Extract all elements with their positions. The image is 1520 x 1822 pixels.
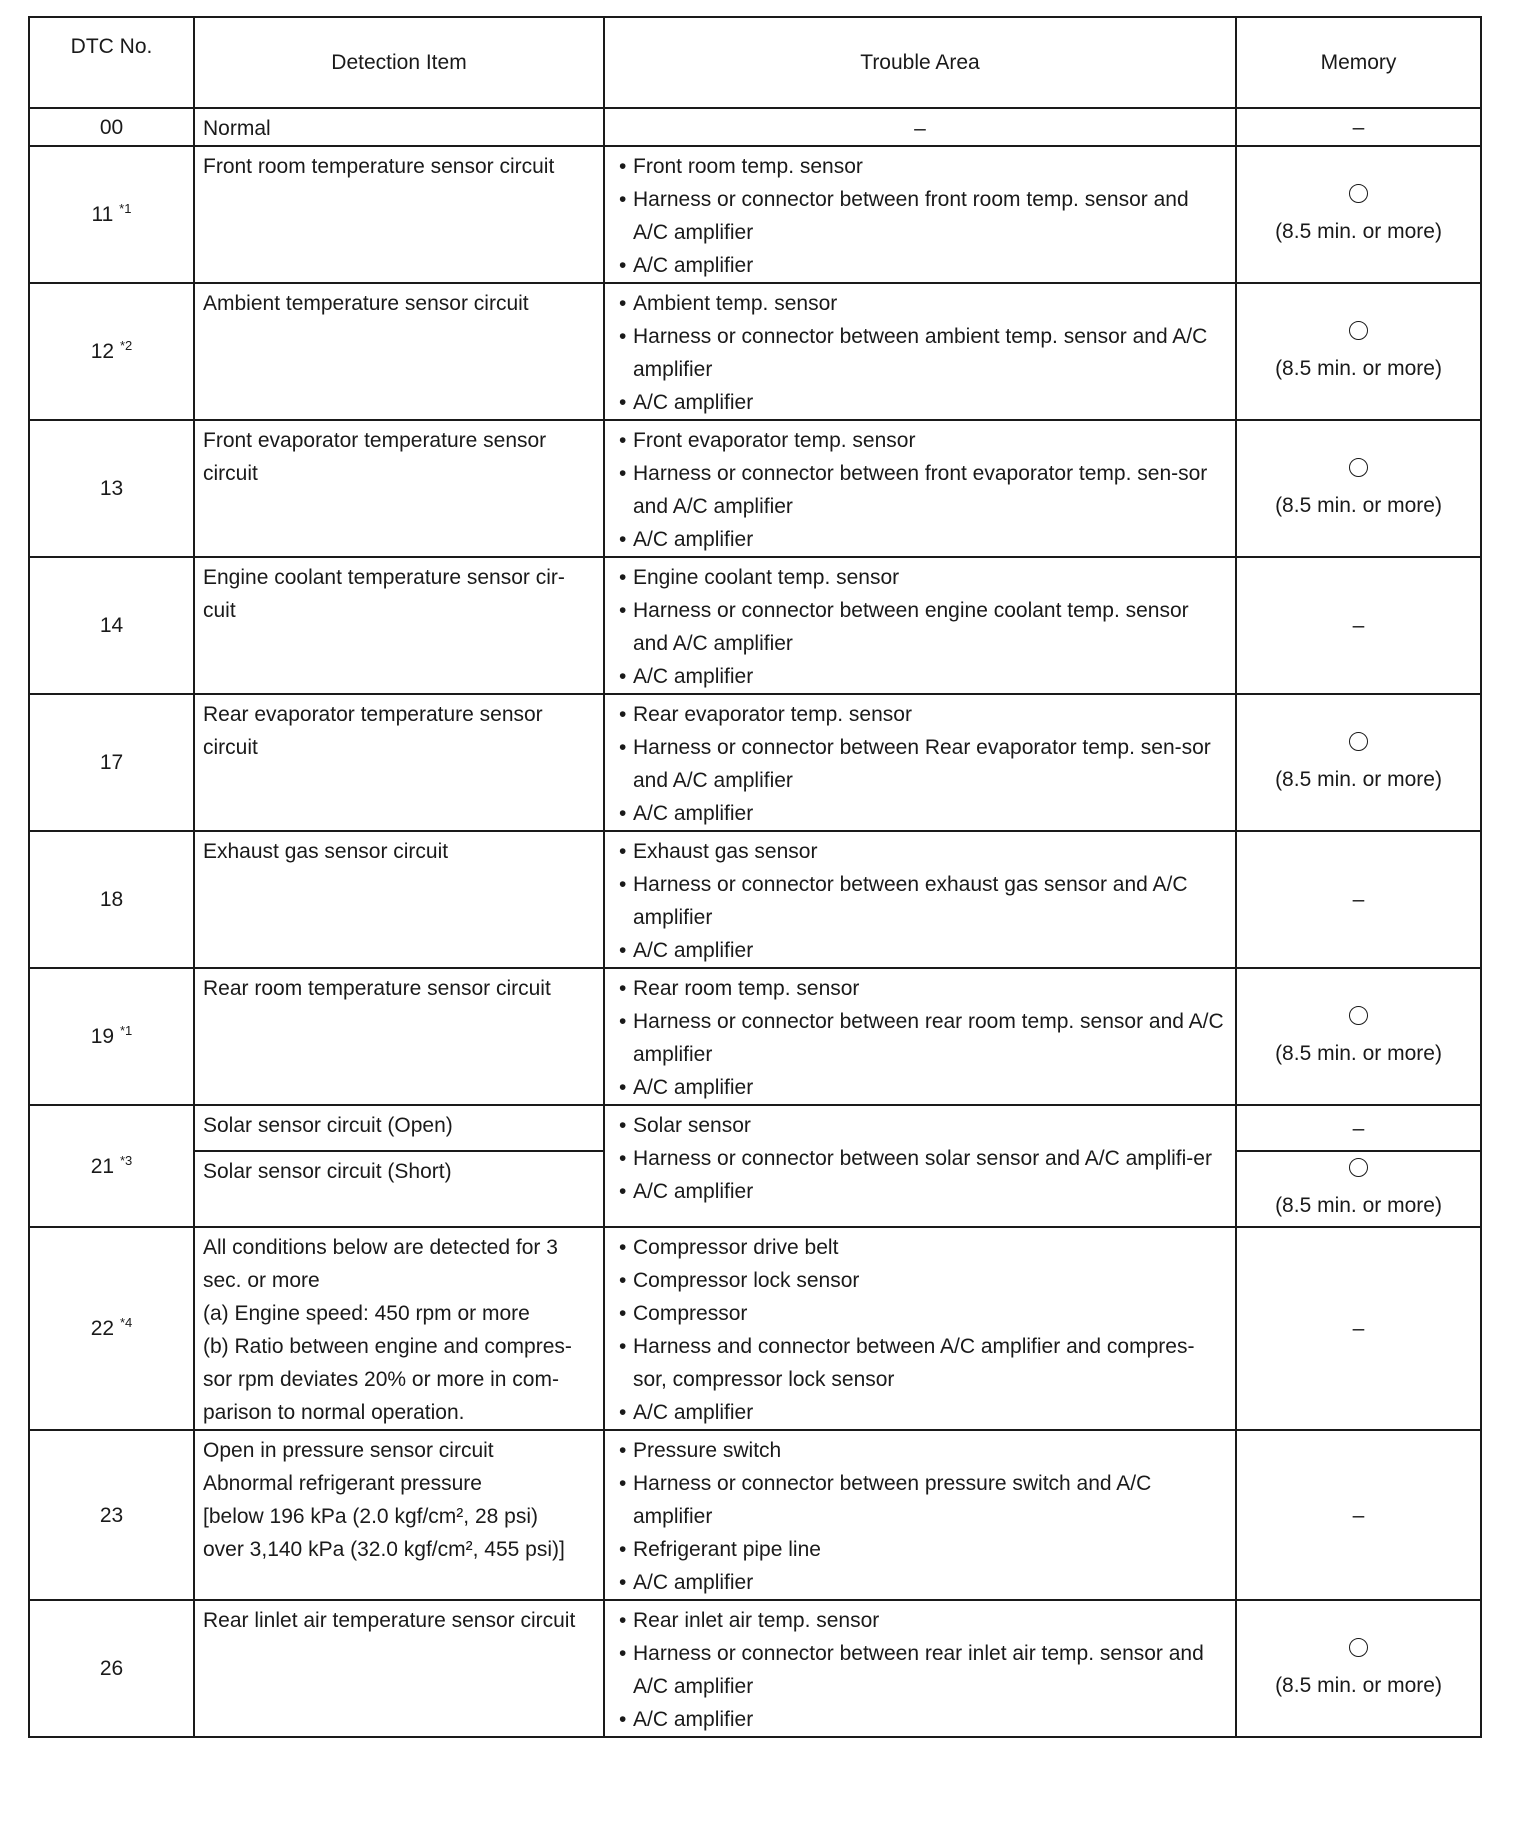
- dtc-number-cell: [29, 283, 194, 420]
- trouble-area-item: • Harness or connector between Rear evaporator temp. sen-sor and A/C amplifier: [613, 731, 1227, 797]
- dtc-footnote-mark: *3: [119, 1152, 133, 1168]
- trouble-area-cell: [604, 1105, 1236, 1227]
- trouble-area-item: • Harness or connector between solar sensor and A/C amplifi-er: [613, 1142, 1227, 1175]
- detection-item-cell: [194, 1600, 604, 1737]
- detection-item-line: Solar sensor circuit (Open): [203, 1114, 453, 1137]
- memory-circle-icon: [1349, 732, 1368, 751]
- dtc-footnote-mark: *1: [119, 1023, 133, 1038]
- memory-note: (8.5 min. or more): [1275, 1041, 1442, 1065]
- header-memory: Memory: [1236, 17, 1481, 108]
- detection-item-line: over 3,140 kPa (32.0 kgf/cm², 455 psi)]: [203, 1538, 565, 1561]
- trouble-area-cell: [604, 283, 1236, 420]
- trouble-area-item: • Compressor lock sensor: [613, 1264, 1227, 1297]
- table-row: [29, 1600, 1481, 1737]
- table-row: [29, 146, 1481, 283]
- memory-cell: [1236, 968, 1481, 1105]
- table-row: [29, 420, 1481, 557]
- dtc-number-cell: [29, 146, 194, 283]
- dtc-footnote-mark: *4: [119, 1315, 133, 1330]
- trouble-area-item: • A/C amplifier: [613, 249, 1227, 282]
- trouble-area-item: • Harness or connector between rear room temp. sensor and A/C amplifier: [613, 1005, 1227, 1071]
- memory-cell: [1236, 420, 1481, 557]
- detection-item-line: Rear linlet air temperature sensor circuit: [203, 1609, 576, 1632]
- dtc-number: 22: [90, 1317, 115, 1340]
- trouble-area-item: • A/C amplifier: [613, 797, 1227, 830]
- trouble-area-cell: [604, 1430, 1236, 1600]
- dtc-number-cell: [29, 108, 194, 146]
- memory-dash: –: [1352, 888, 1365, 911]
- trouble-area-item: • Exhaust gas sensor: [613, 835, 1227, 868]
- memory-block: [1275, 730, 1442, 796]
- detection-item-line: (b) Ratio between engine and compres-sor rpm deviates 20% or more in com-parison to normal operation.: [203, 1335, 572, 1424]
- memory-block: [1275, 319, 1442, 385]
- memory-block: [1275, 1636, 1442, 1702]
- memory-cell: [1236, 146, 1481, 283]
- trouble-area-item: • Harness or connector between front evaporator temp. sen-sor and A/C amplifier: [613, 457, 1227, 523]
- detection-item-cell: [194, 108, 604, 146]
- memory-dash: –: [1352, 1116, 1365, 1140]
- memory-circle-icon: [1349, 1158, 1368, 1177]
- trouble-area-item: • Harness or connector between engine coolant temp. sensor and A/C amplifier: [613, 594, 1227, 660]
- trouble-area-cell: [604, 831, 1236, 968]
- trouble-area-item: • Rear evaporator temp. sensor: [613, 698, 1227, 731]
- memory-cell: [1236, 108, 1481, 146]
- memory-cell: [1236, 694, 1481, 831]
- table-row: [29, 968, 1481, 1105]
- trouble-area-item: • A/C amplifier: [613, 1566, 1227, 1599]
- dtc-number: 23: [99, 1503, 124, 1527]
- trouble-area-item: • A/C amplifier: [613, 1175, 1227, 1208]
- memory-cell: [1236, 557, 1481, 694]
- memory-cell: [1236, 1227, 1481, 1430]
- trouble-area-item: • Front room temp. sensor: [613, 150, 1227, 183]
- table-body: [29, 108, 1481, 1737]
- dtc-number: 00: [99, 115, 124, 139]
- detection-item-cell: [194, 694, 604, 831]
- memory-circle-icon: [1349, 1006, 1368, 1025]
- memory-circle-icon: [1349, 458, 1368, 477]
- dtc-number-cell: [29, 694, 194, 831]
- memory-cell: [1236, 1430, 1481, 1600]
- trouble-area-item: • Harness or connector between front room temp. sensor and A/C amplifier: [613, 183, 1227, 249]
- memory-cell: [1236, 1105, 1481, 1151]
- memory-note: (8.5 min. or more): [1275, 1194, 1442, 1217]
- memory-dash: –: [1352, 1317, 1365, 1340]
- memory-cell: [1236, 283, 1481, 420]
- detection-item-cell: [194, 283, 604, 420]
- trouble-area-item: • A/C amplifier: [613, 934, 1227, 967]
- table-row: [29, 1430, 1481, 1600]
- dtc-number-cell: [29, 831, 194, 968]
- detection-item-line: Abnormal refrigerant pressure: [203, 1472, 482, 1495]
- trouble-area-cell: [604, 108, 1236, 146]
- dtc-number-cell: [29, 968, 194, 1105]
- trouble-area-item: • A/C amplifier: [613, 660, 1227, 693]
- dtc-number: 11: [91, 203, 114, 226]
- detection-item-line: Rear evaporator temperature sensor circuit: [203, 703, 543, 759]
- header-trouble-area: Trouble Area: [604, 17, 1236, 108]
- trouble-area-cell: [604, 694, 1236, 831]
- detection-item-line: Rear room temperature sensor circuit: [203, 977, 551, 1000]
- detection-item-line: Open in pressure sensor circuit: [203, 1439, 494, 1462]
- trouble-area-cell: [604, 1227, 1236, 1430]
- trouble-area-item: • Compressor drive belt: [613, 1231, 1227, 1264]
- memory-block: [1275, 456, 1442, 522]
- memory-note: (8.5 min. or more): [1275, 767, 1442, 791]
- trouble-area-item: • Refrigerant pipe line: [613, 1533, 1227, 1566]
- dtc-number-cell: [29, 557, 194, 694]
- trouble-area-item: • Harness or connector between rear inlet air temp. sensor and A/C amplifier: [613, 1637, 1227, 1703]
- trouble-area-item: • Ambient temp. sensor: [613, 287, 1227, 320]
- detection-item-cell: [194, 420, 604, 557]
- detection-item-cell: [194, 1151, 604, 1227]
- trouble-area-cell: [604, 557, 1236, 694]
- detection-item-line: (a) Engine speed: 450 rpm or more: [203, 1302, 530, 1325]
- memory-cell: [1236, 1600, 1481, 1737]
- detection-item-line: [below 196 kPa (2.0 kgf/cm², 28 psi): [203, 1505, 538, 1528]
- detection-item-cell: [194, 557, 604, 694]
- trouble-area-cell: [604, 1600, 1236, 1737]
- dtc-number-cell: [29, 1227, 194, 1430]
- memory-circle-icon: [1349, 321, 1368, 340]
- header-detection-item: Detection Item: [194, 17, 604, 108]
- memory-circle-icon: [1349, 1638, 1368, 1657]
- trouble-area-item: • Front evaporator temp. sensor: [613, 424, 1227, 457]
- table-row: [29, 1105, 1481, 1151]
- memory-note: (8.5 min. or more): [1275, 219, 1442, 243]
- memory-block: [1275, 1156, 1442, 1222]
- detection-item-line: Front room temperature sensor circuit: [203, 155, 555, 178]
- trouble-area-item: • Pressure switch: [613, 1434, 1227, 1467]
- table-row: [29, 694, 1481, 831]
- trouble-area-item: • A/C amplifier: [613, 1703, 1227, 1736]
- dtc-number: 26: [99, 1657, 124, 1680]
- memory-circle-icon: [1349, 184, 1368, 203]
- memory-block: [1275, 182, 1442, 248]
- dtc-number: 17: [99, 751, 124, 774]
- dtc-number: 13: [99, 477, 124, 500]
- dtc-number: 12: [90, 340, 115, 363]
- detection-item-cell: [194, 831, 604, 968]
- trouble-area-cell: [604, 420, 1236, 557]
- memory-block: [1275, 1004, 1442, 1070]
- trouble-area-item: • A/C amplifier: [613, 1396, 1227, 1429]
- trouble-area-cell: [604, 968, 1236, 1105]
- table-row: [29, 557, 1481, 694]
- detection-item-cell: [194, 1227, 604, 1430]
- detection-item-line: Normal: [203, 117, 271, 140]
- trouble-area-item: • Harness or connector between exhaust gas sensor and A/C amplifier: [613, 868, 1227, 934]
- trouble-area-item: • Solar sensor: [613, 1109, 1227, 1142]
- trouble-area-item: • Compressor: [613, 1297, 1227, 1330]
- trouble-area-item: • Harness and connector between A/C amplifier and compres-sor, compressor lock sensor: [613, 1330, 1227, 1396]
- trouble-area-item: • Rear inlet air temp. sensor: [613, 1604, 1227, 1637]
- dtc-footnote-mark: *1: [119, 201, 132, 216]
- trouble-area-item: • A/C amplifier: [613, 523, 1227, 556]
- detection-item-line: Exhaust gas sensor circuit: [203, 840, 449, 863]
- table-row: [29, 831, 1481, 968]
- dtc-number-cell: [29, 1600, 194, 1737]
- detection-item-line: All conditions below are detected for 3 sec. or more: [203, 1236, 558, 1292]
- detection-item-line: Front evaporator temperature sensor circuit: [203, 429, 547, 485]
- dtc-number-cell: [29, 1105, 194, 1227]
- table-row: [29, 1227, 1481, 1430]
- dtc-number: 14: [99, 614, 124, 637]
- memory-dash: –: [1352, 115, 1365, 139]
- detection-item-cell: [194, 146, 604, 283]
- detection-item-cell: [194, 968, 604, 1105]
- dtc-number: 18: [99, 888, 124, 911]
- trouble-area-cell: [604, 146, 1236, 283]
- memory-dash: –: [1352, 1503, 1365, 1527]
- memory-note: (8.5 min. or more): [1275, 1673, 1442, 1697]
- dtc-footnote-mark: *2: [119, 338, 133, 353]
- memory-cell: [1236, 1151, 1481, 1227]
- header-row: [29, 17, 1481, 108]
- memory-dash: –: [1352, 614, 1365, 637]
- dtc-number: 19: [90, 1025, 115, 1048]
- table-row: [29, 108, 1481, 146]
- dtc-number-cell: [29, 1430, 194, 1600]
- trouble-area-item: • Harness or connector between pressure switch and A/C amplifier: [613, 1467, 1227, 1533]
- trouble-area-item: • Harness or connector between ambient temp. sensor and A/C amplifier: [613, 320, 1227, 386]
- dtc-table: [28, 16, 1482, 1738]
- detection-item-cell: [194, 1430, 604, 1600]
- detection-item-line: Ambient temperature sensor circuit: [203, 292, 529, 315]
- trouble-area-item: • A/C amplifier: [613, 386, 1227, 419]
- detection-item-line: Engine coolant temperature sensor cir-cuit: [203, 566, 565, 622]
- dtc-number: 21: [90, 1154, 115, 1178]
- memory-note: (8.5 min. or more): [1275, 356, 1442, 380]
- detection-item-cell: [194, 1105, 604, 1151]
- trouble-area-dash: –: [914, 117, 926, 140]
- trouble-area-item: • Rear room temp. sensor: [613, 972, 1227, 1005]
- trouble-area-item: • Engine coolant temp. sensor: [613, 561, 1227, 594]
- memory-note: (8.5 min. or more): [1275, 493, 1442, 517]
- memory-cell: [1236, 831, 1481, 968]
- dtc-number-cell: [29, 420, 194, 557]
- table-row: [29, 283, 1481, 420]
- trouble-area-item: • A/C amplifier: [613, 1071, 1227, 1104]
- detection-item-line: Solar sensor circuit (Short): [203, 1160, 452, 1183]
- header-dtc-no: DTC No.: [29, 17, 194, 108]
